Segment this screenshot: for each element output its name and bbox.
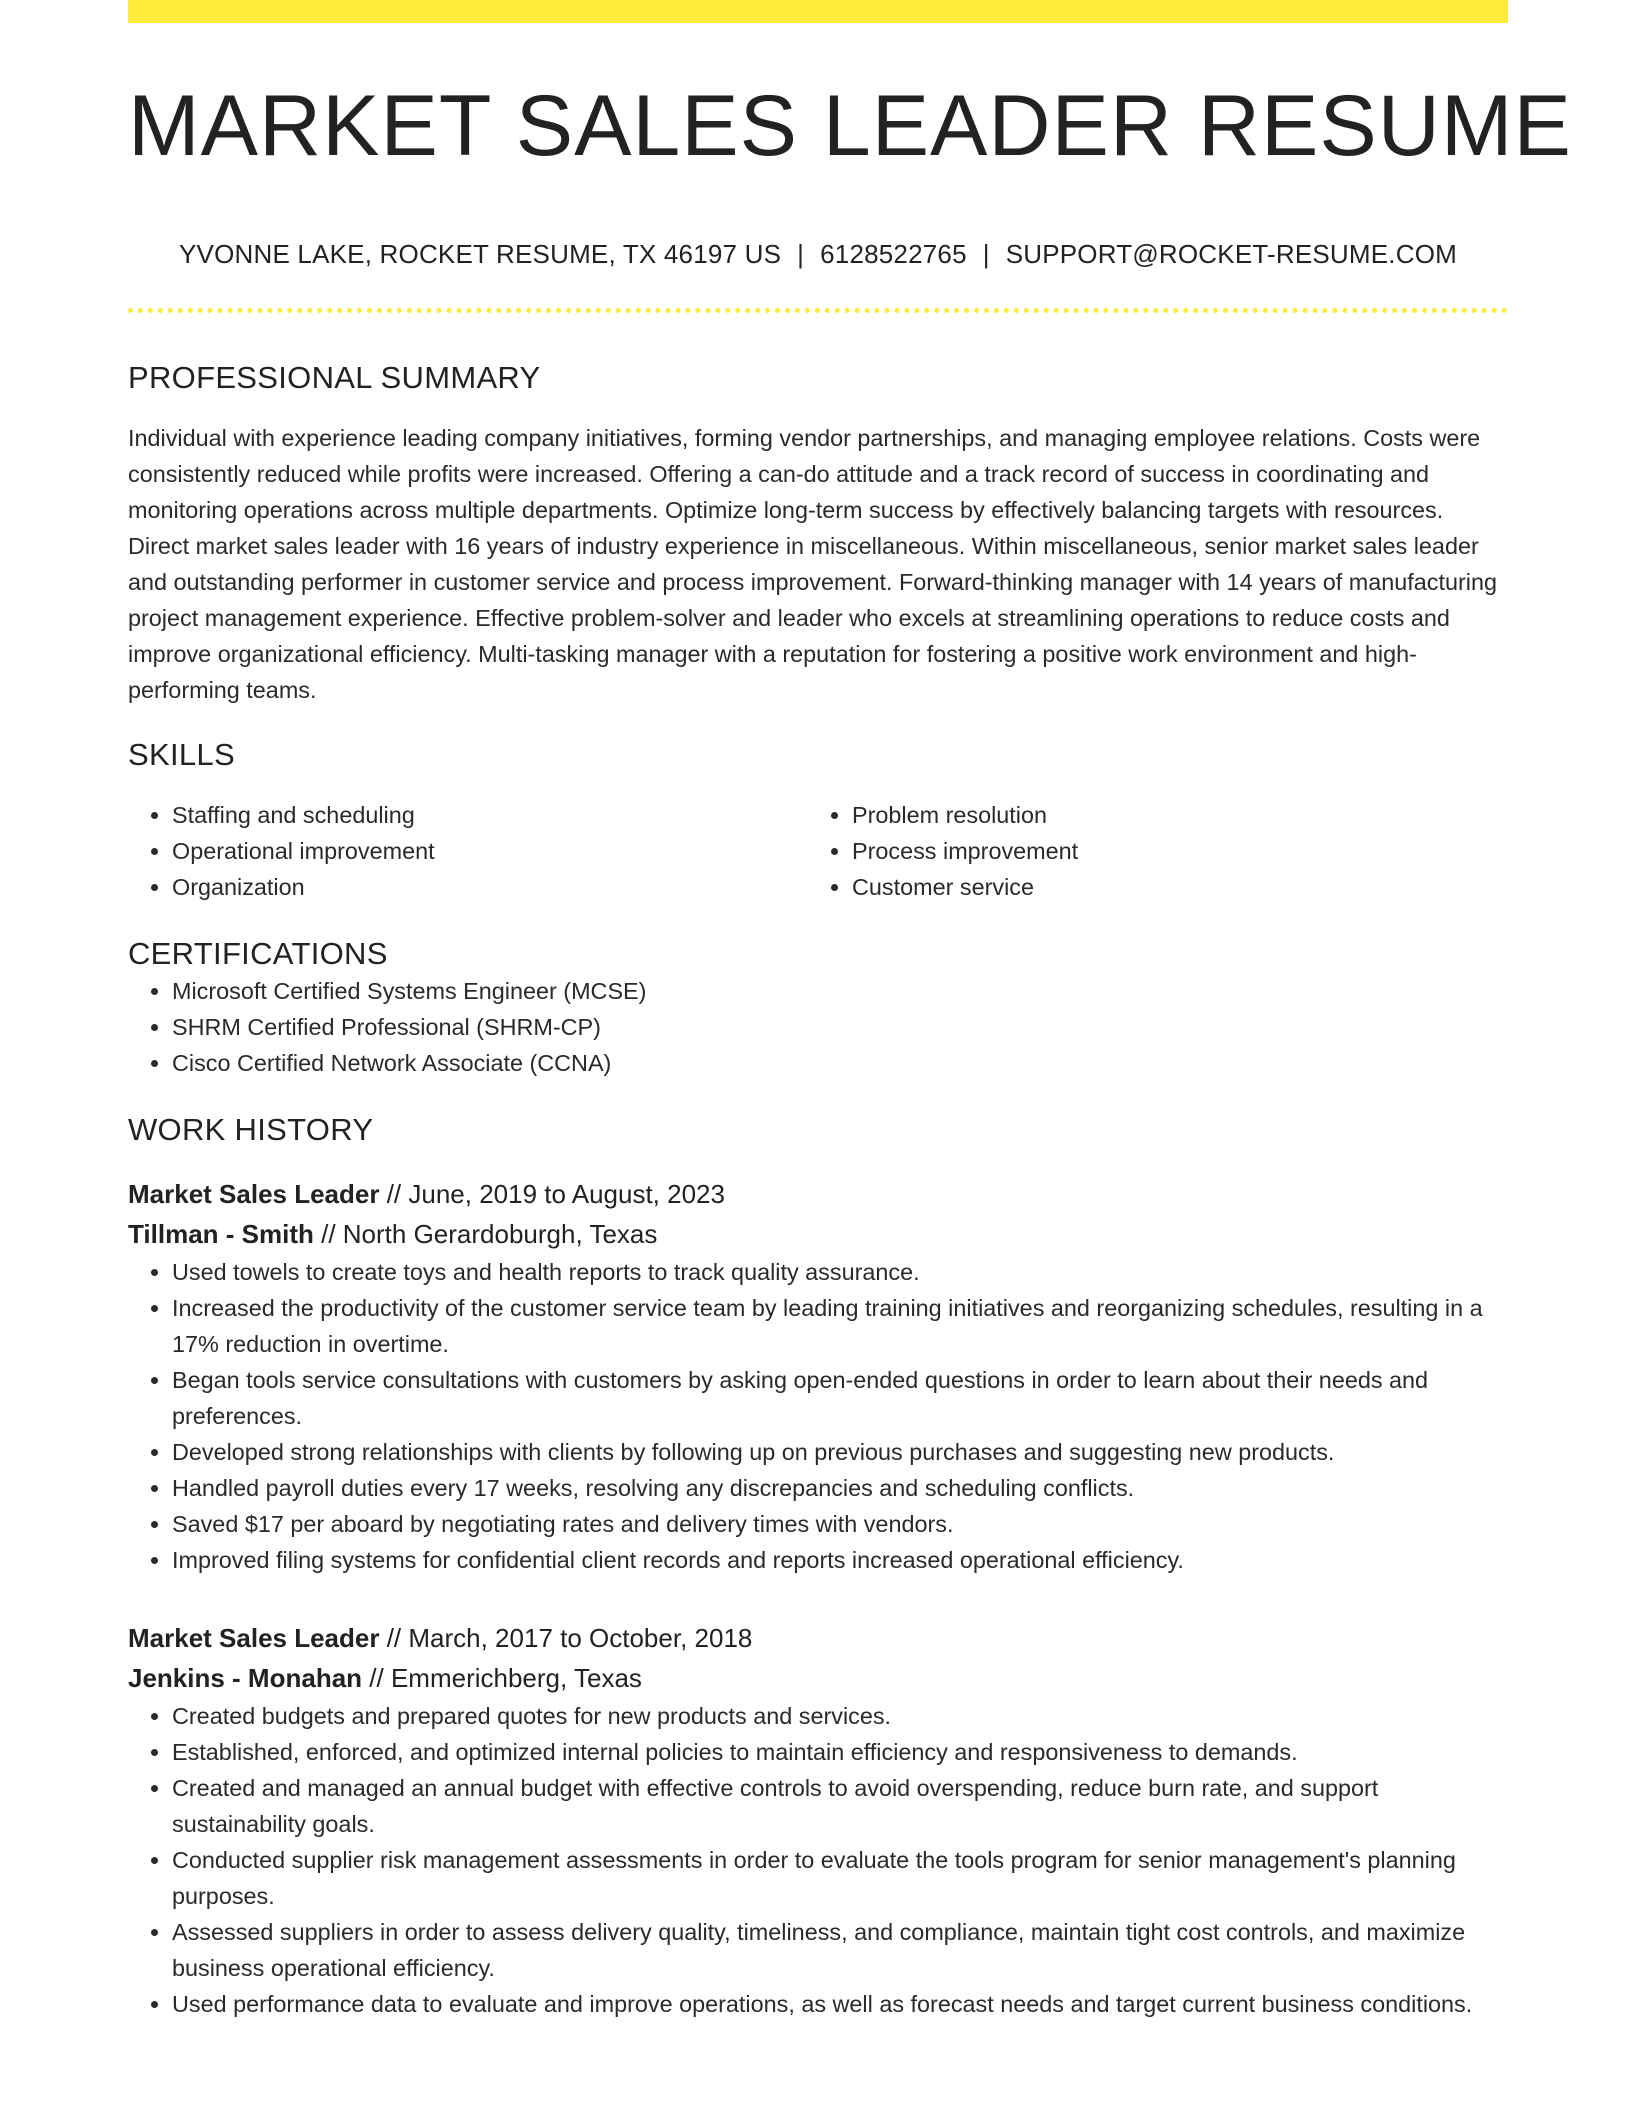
job-bullet-list xyxy=(128,1254,1508,1578)
certification-item: • Cisco Certified Network Associate (CCNA) xyxy=(172,1045,1508,1081)
certification-item: • Microsoft Certified Systems Engineer (MCSE) xyxy=(172,973,1508,1009)
job-title-line xyxy=(128,1174,1508,1214)
job-bullet: • Began tools service consultations with customers by asking open-ended questions in order to learn about their needs and preferences. xyxy=(172,1362,1508,1434)
skill-item: • Customer service xyxy=(852,869,1488,905)
certifications-list xyxy=(128,973,1508,1081)
job-bullet: • Used towels to create toys and health reports to track quality assurance. xyxy=(172,1254,1508,1290)
contact-email[interactable]: SUPPORT@ROCKET-RESUME.COM xyxy=(1005,239,1457,269)
job-bullet: • Used performance data to evaluate and improve operations, as well as forecast needs and target current business conditions. xyxy=(172,1986,1508,2022)
summary-text: Individual with experience leading company initiatives, forming vendor partnerships, and managing employee relations. Costs were consistently reduced while profits were increased. Offering a can-do attitude and a track record of success in coordinating and monitoring operations across multiple departments. Optimize long-term success by effectively balancing targets with resources. Direct market sales leader with 16 years of industry experience in miscellaneous. Within miscellaneous, senior market sales leader and outstanding performer in customer service and process improvement. Forward-thinking manager with 14 years of manufacturing project management experience. Effective problem-solver and leader who excels at streamlining operations to reduce costs and improve organizational efficiency. Multi-tasking manager with a reputation for fostering a positive work environment and high-performing teams. xyxy=(128,425,1498,704)
skill-item: • Process improvement xyxy=(852,833,1488,869)
job-title: Market Sales Leader xyxy=(128,1622,380,1653)
dotted-divider xyxy=(128,308,1508,313)
skills-column-left xyxy=(128,797,808,905)
certifications-heading: CERTIFICATIONS xyxy=(128,936,388,972)
job-bullet: • Conducted supplier risk management assessments in order to evaluate the tools program for senior management's planning purposes. xyxy=(172,1842,1508,1914)
skills-grid xyxy=(128,797,1508,905)
certification-item: • SHRM Certified Professional (SHRM-CP) xyxy=(172,1009,1508,1045)
job-entry xyxy=(128,1618,1508,2022)
job-location: // North Gerardoburgh, Texas xyxy=(321,1218,658,1249)
job-title-line xyxy=(128,1618,1508,1658)
job-bullet: • Saved $17 per aboard by negotiating rates and delivery times with vendors. xyxy=(172,1506,1508,1542)
job-dates: // June, 2019 to August, 2023 xyxy=(386,1178,725,1209)
skill-item: • Operational improvement xyxy=(172,833,808,869)
job-bullet: • Established, enforced, and optimized internal policies to maintain efficiency and responsiveness to demands. xyxy=(172,1734,1508,1770)
skills-list-left xyxy=(128,797,808,905)
skill-item: • Staffing and scheduling xyxy=(172,797,808,833)
skills-list-right xyxy=(808,797,1488,905)
job-location: // Emmerichberg, Texas xyxy=(369,1662,642,1693)
skill-item: • Problem resolution xyxy=(852,797,1488,833)
job-bullet: • Developed strong relationships with clients by following up on previous purchases and suggesting new products. xyxy=(172,1434,1508,1470)
job-entry xyxy=(128,1174,1508,1578)
job-bullet-list xyxy=(128,1698,1508,2022)
job-title: Market Sales Leader xyxy=(128,1178,380,1209)
contact-line xyxy=(128,239,1508,270)
skills-heading: SKILLS xyxy=(128,737,235,773)
skills-column-right xyxy=(808,797,1488,905)
contact-address: YVONNE LAKE, ROCKET RESUME, TX 46197 US xyxy=(178,239,782,269)
job-dates: // March, 2017 to October, 2018 xyxy=(386,1622,753,1653)
skill-item: • Organization xyxy=(172,869,808,905)
job-bullet: • Assessed suppliers in order to assess delivery quality, timeliness, and compliance, maintain tight cost controls, and maximize business operational efficiency. xyxy=(172,1914,1508,1986)
resume-page xyxy=(128,0,1572,2022)
job-bullet: • Increased the productivity of the customer service team by leading training initiatives and reorganizing schedules, resulting in a 17% reduction in overtime. xyxy=(172,1290,1508,1362)
job-bullet: • Created and managed an annual budget with effective controls to avoid overspending, reduce burn rate, and support sustainability goals. xyxy=(172,1770,1508,1842)
accent-top-bar xyxy=(128,0,1508,23)
job-bullet: • Created budgets and prepared quotes for new products and services. xyxy=(172,1698,1508,1734)
job-company-line xyxy=(128,1214,1508,1254)
contact-separator: | xyxy=(982,239,990,269)
job-bullet: • Improved filing systems for confidential client records and reports increased operational efficiency. xyxy=(172,1542,1508,1578)
job-company: Jenkins - Monahan xyxy=(128,1662,363,1693)
job-company: Tillman - Smith xyxy=(128,1218,314,1249)
contact-separator: | xyxy=(797,239,805,269)
summary-heading: PROFESSIONAL SUMMARY xyxy=(128,360,541,395)
resume-title: MARKET SALES LEADER RESUME xyxy=(128,78,1572,174)
job-bullet: • Handled payroll duties every 17 weeks, resolving any discrepancies and scheduling conflicts. xyxy=(172,1470,1508,1506)
job-company-line xyxy=(128,1658,1508,1698)
contact-phone[interactable]: 6128522765 xyxy=(820,239,967,269)
work-history-heading: WORK HISTORY xyxy=(128,1111,374,1147)
